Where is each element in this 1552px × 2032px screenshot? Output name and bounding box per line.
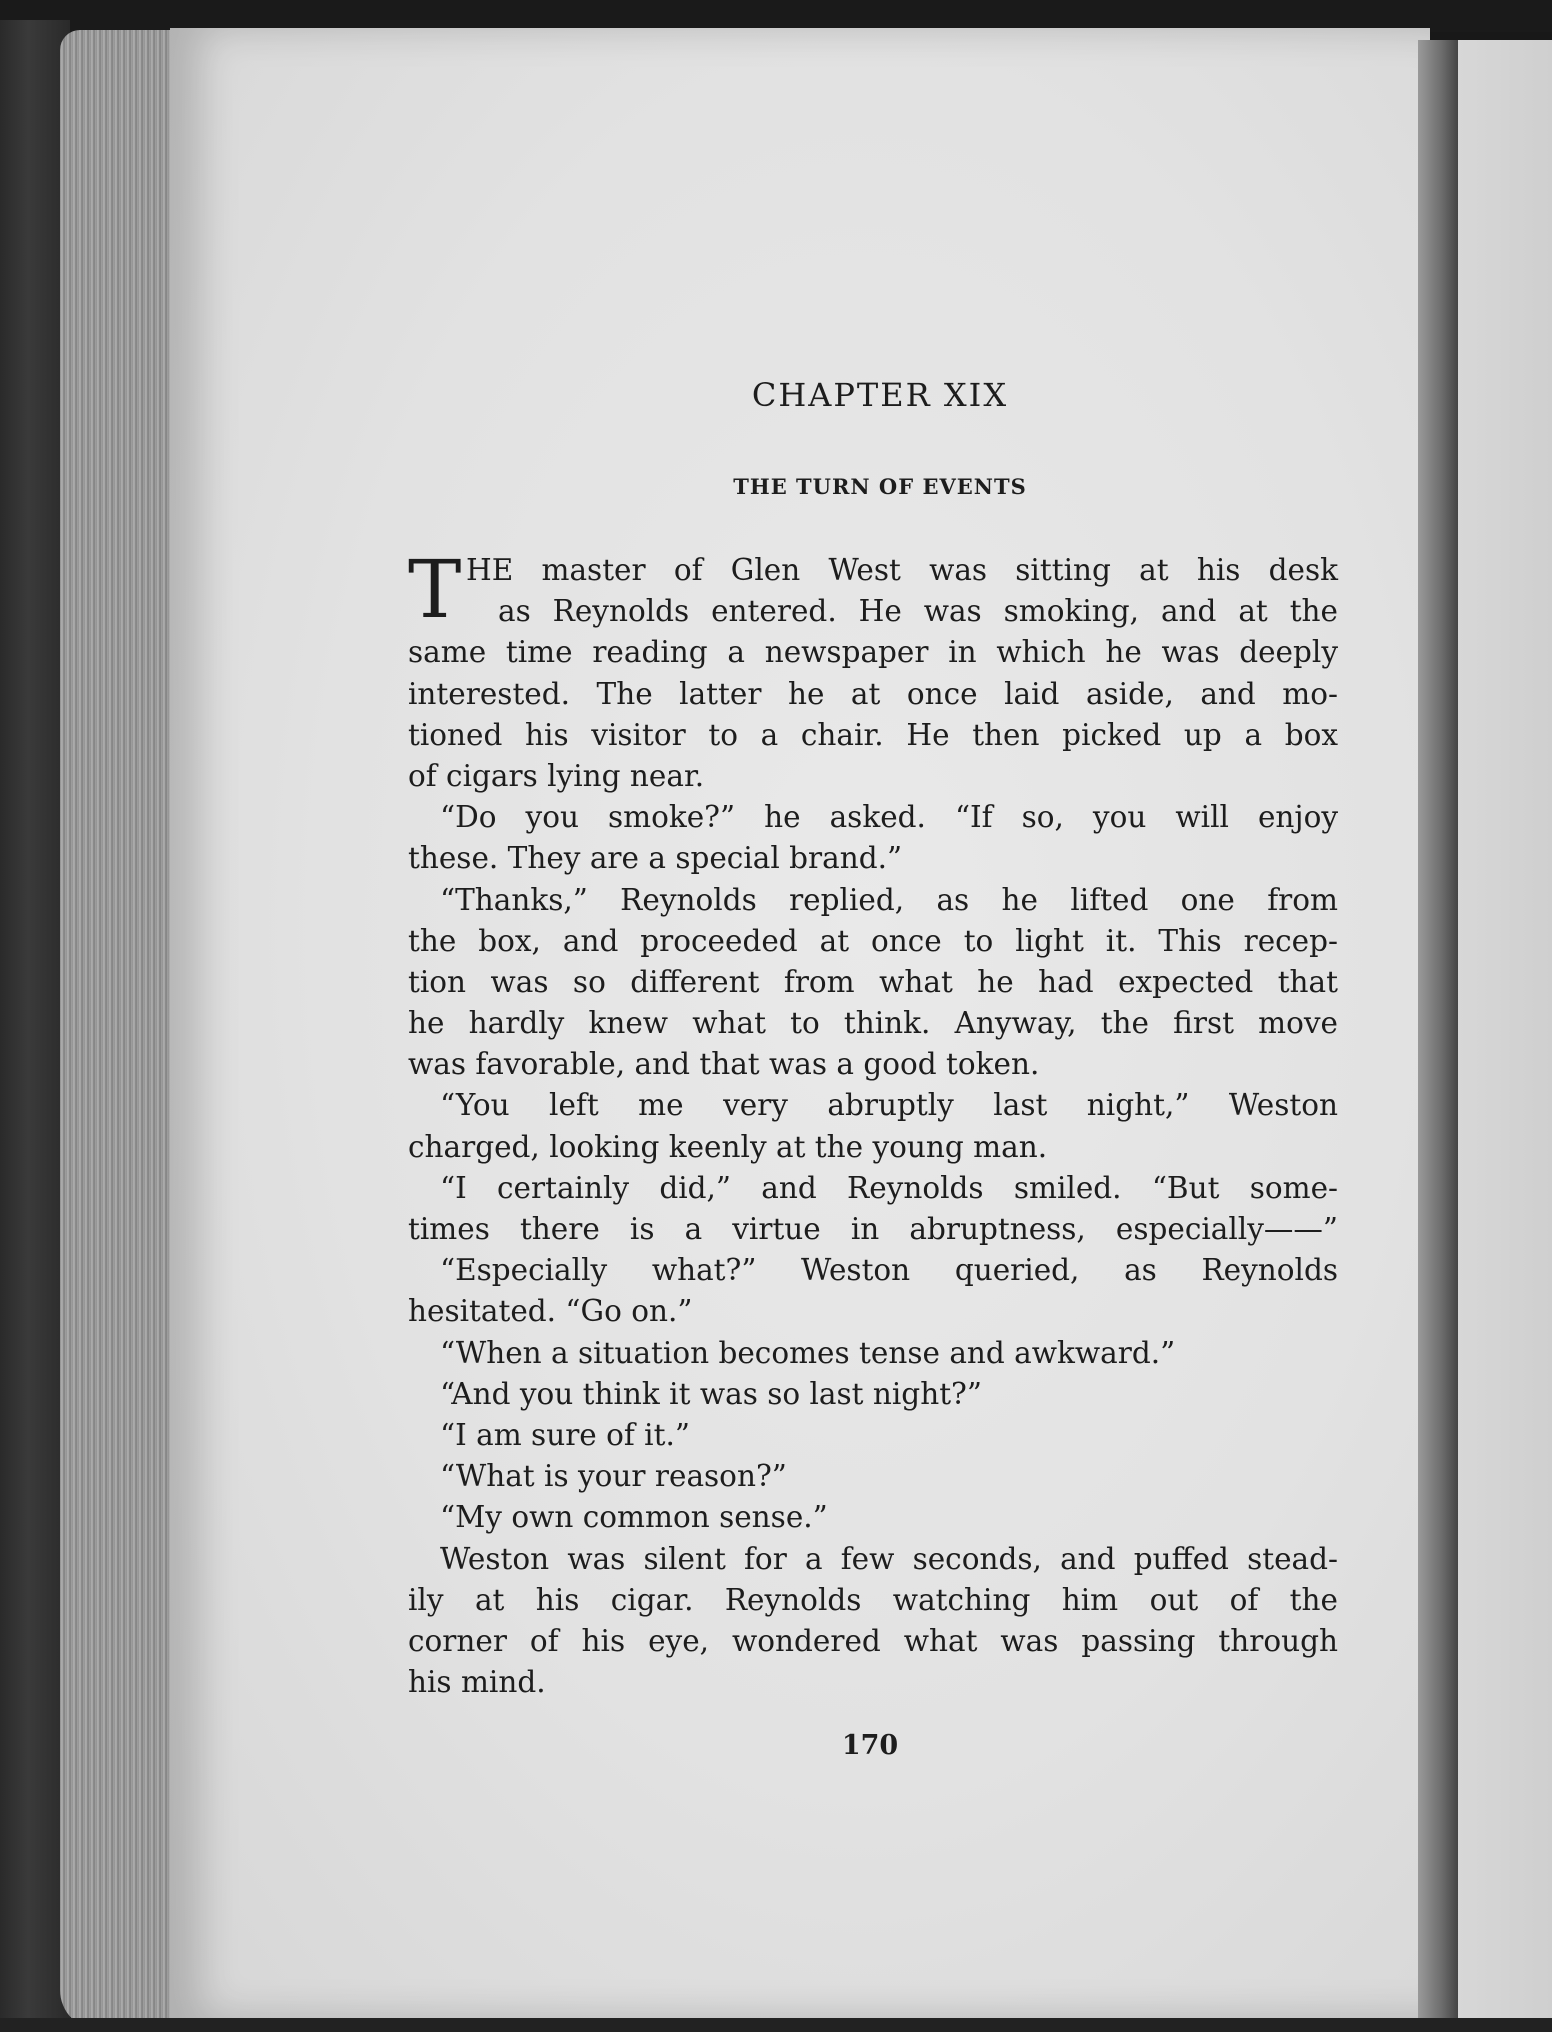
text-line: the box, and proceeded at once to light it. This recep- [408,923,1338,958]
text-line: was favorable, and that was a good token. [408,1047,1040,1082]
text-line: “Thanks,” Reynolds replied, as he lifted one from [440,882,1338,917]
text-line: “When a situation becomes tense and awkward.” [440,1335,1176,1370]
facing-page-edge [1458,40,1552,2030]
chapter-title: CHAPTER XIX [751,376,1009,414]
text-line: “I certainly did,” and Reynolds smiled. “But some- [440,1170,1338,1205]
page-number: 170 [841,1730,899,1761]
text-line: “And you think it was so last night?” [440,1376,982,1411]
text-line: Weston was silent for a few seconds, and puffed stead- [440,1541,1338,1576]
text-line: of cigars lying near. [408,758,705,793]
text-line: corner of his eye, wondered what was passing through [408,1623,1338,1658]
text-line: “My own common sense.” [440,1500,828,1535]
text-line: times there is a virtue in abruptness, especially——” [408,1212,1338,1246]
text-line: ily at his cigar. Reynolds watching him out of the [408,1582,1338,1617]
text-line: same time reading a newspaper in which he was deeply [408,635,1338,670]
book-gutter [1418,40,1458,2030]
text-line: he hardly knew what to think. Anyway, the first move [408,1006,1338,1041]
text-line: HE master of Glen West was sitting at his desk [466,553,1338,587]
text-line: tion was so different from what he had expected that [408,964,1338,999]
background-bottom [0,2018,1552,2032]
body-text [408,543,1338,1703]
text-line: “You left me very abruptly last night,” Weston [440,1088,1338,1123]
text-line: charged, looking keenly at the young man. [408,1129,1048,1164]
text-line: as Reynolds entered. He was smoking, and at the [498,594,1338,629]
drop-cap: T [408,543,462,636]
text-line: interested. The latter he at once laid aside, and mo- [408,676,1338,711]
text-line: “Especially what?” Weston queried, as Reynolds [440,1253,1338,1288]
text-line: hesitated. “Go on.” [408,1294,693,1329]
text-line: “I am sure of it.” [440,1417,690,1452]
text-line: “What is your reason?” [440,1459,787,1494]
text-line: tioned his visitor to a chair. He then picked up a box [408,717,1338,752]
text-line: his mind. [408,1665,546,1700]
text-line: “Do you smoke?” he asked. “If so, you will enjoy [440,800,1338,835]
text-line: these. They are a special brand.” [408,841,903,876]
first-paragraph-opening [408,543,1338,636]
chapter-subtitle: THE TURN OF EVENTS [733,474,1027,499]
